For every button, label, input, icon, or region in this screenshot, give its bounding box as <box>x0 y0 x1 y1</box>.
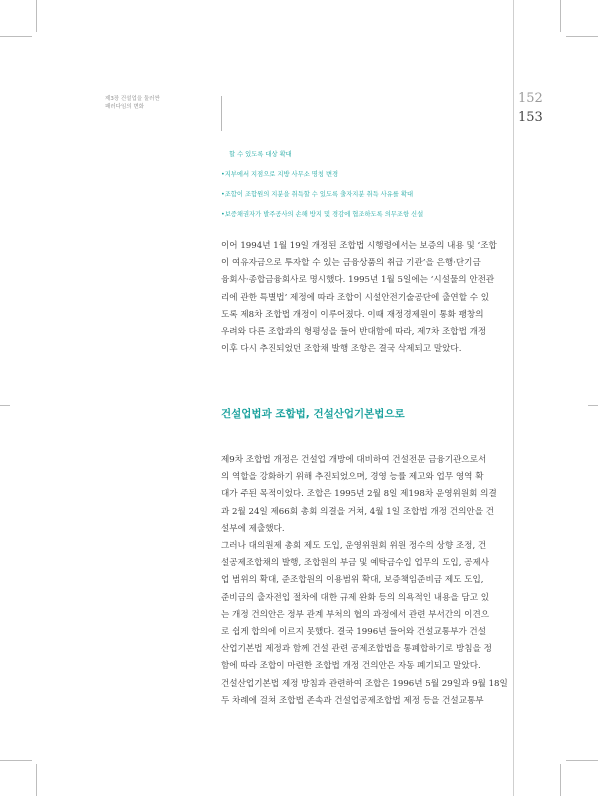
bullet-item: •보증채권자가 발주공사의 손해 방지 및 경감에 협조하도록 의무조항 신설 <box>221 211 424 218</box>
text-line: 이 여유자금으로 투자할 수 있는 금융상품의 취급 기관’을 은행·단기금 <box>221 258 481 269</box>
bullet-list <box>221 150 506 230</box>
previous-page-number: 152 <box>518 91 543 106</box>
crop-mark-top-left <box>36 0 37 32</box>
section-heading: 건설업법과 조합법, 건설산업기본법으로 <box>221 408 405 420</box>
text-line: 리에 관한 특별법’ 제정에 따라 조합이 시설안전기술공단에 출연할 수 있 <box>221 292 490 303</box>
text-line: 건설산업기본법 제정 방침과 관련하여 조합은 1996년 5월 29일과 9월 18일 <box>221 678 508 689</box>
bullet-item: 할 수 있도록 대상 확대 <box>229 151 292 158</box>
crop-mark-bottom-left <box>36 764 37 796</box>
bullet-item: •지부에서 지점으로 지방 사무소 명칭 변경 <box>221 171 339 178</box>
text-line: 두 차례에 걸쳐 조합법 존속과 건설업공제조합법 제정 등을 건설교통부 <box>221 695 484 706</box>
text-line: 함에 따라 조합이 마련한 조합법 개정 건의안은 자동 폐기되고 말았다. <box>221 661 481 672</box>
chapter-caption-line: 패러다임의 변화 <box>105 103 144 110</box>
registration-mark-right <box>588 405 598 406</box>
chapter-caption-line: 제3장 건설업을 둘러싼 <box>105 96 160 102</box>
chapter-caption <box>105 96 225 111</box>
crop-mark-top-left-h <box>0 36 32 37</box>
text-line: 대가 주된 목적이었다. 조합은 1995년 2월 8일 제198차 운영위원회 의결 <box>221 489 497 500</box>
crop-mark-top-right-h <box>566 36 598 37</box>
crop-mark-bottom-right <box>560 764 561 796</box>
text-line: 그러나 대의원제 총회 제도 도입, 운영위원회 위원 정수의 상향 조정, 건 <box>221 541 487 552</box>
text-line: 우려와 다른 조합과의 형평성을 들어 반대함에 따라, 제7차 조합법 개정 <box>221 327 487 338</box>
text-line: 는 개정 건의안은 정부 관계 부처의 협의 과정에서 관련 부서간의 이견으 <box>221 609 490 620</box>
text-line: 설부에 제출했다. <box>221 523 285 534</box>
crop-mark-bottom-right-h <box>566 760 598 761</box>
text-line: 업 범위의 확대, 준조합원의 이용범위 확대, 보증책임준비금 제도 도입, <box>221 575 484 586</box>
crop-mark-top-right <box>560 0 561 32</box>
text-line: 과 2월 24일 제66회 총회 의결을 거쳐, 4월 1일 조합법 개정 건의안을 건 <box>221 506 495 517</box>
bullet-item: •조합이 조합원의 지분을 취득할 수 있도록 출자지분 취득 사유를 확대 <box>221 191 414 198</box>
page-number: 153 <box>518 110 543 125</box>
text-line: 설공제조합채의 발행, 조합원의 부금 및 예탁금수입 업무의 도입, 공제사 <box>221 558 490 569</box>
text-line: 이어 1994년 1월 19일 개정된 조합법 시행령에서는 보증의 내용 및 ‘조합 <box>221 241 497 251</box>
text-line: 준비금의 출자전입 절차에 대한 규제 완화 등의 의욕적인 내용을 담고 있 <box>221 592 490 603</box>
registration-mark-left <box>0 405 10 406</box>
crop-mark-bottom-left-h <box>0 760 32 761</box>
text-line: 융회사·종합금융회사로 명시했다. 1995년 1월 5일에는 ‘시설물의 안전관 <box>221 275 495 286</box>
text-line: 제9차 조합법 개정은 건설업 개방에 대비하여 건설전문 금융기관으로서 <box>221 455 487 465</box>
text-line: 의 역할을 강화하기 위해 추진되었으며, 경영 능률 제고와 업무 영역 확 <box>221 472 484 483</box>
caption-divider <box>221 96 222 131</box>
text-line: 도록 제8차 조합법 개정이 이루어졌다. 이때 재정경제원이 통화 팽창의 <box>221 309 484 320</box>
text-line: 이후 다시 추진되었던 조합채 발행 조항은 결국 삭제되고 말았다. <box>221 344 462 355</box>
body-paragraph <box>221 452 508 710</box>
body-paragraph <box>221 238 508 358</box>
text-line: 로 쉽게 합의에 이르지 못했다. 결국 1996년 들어와 건설교통부가 건설 <box>221 627 487 638</box>
margin-rule <box>513 0 514 796</box>
text-line: 산업기본법 제정과 함께 건설 관련 공제조합법을 통폐합하기로 방침을 정 <box>221 644 492 655</box>
